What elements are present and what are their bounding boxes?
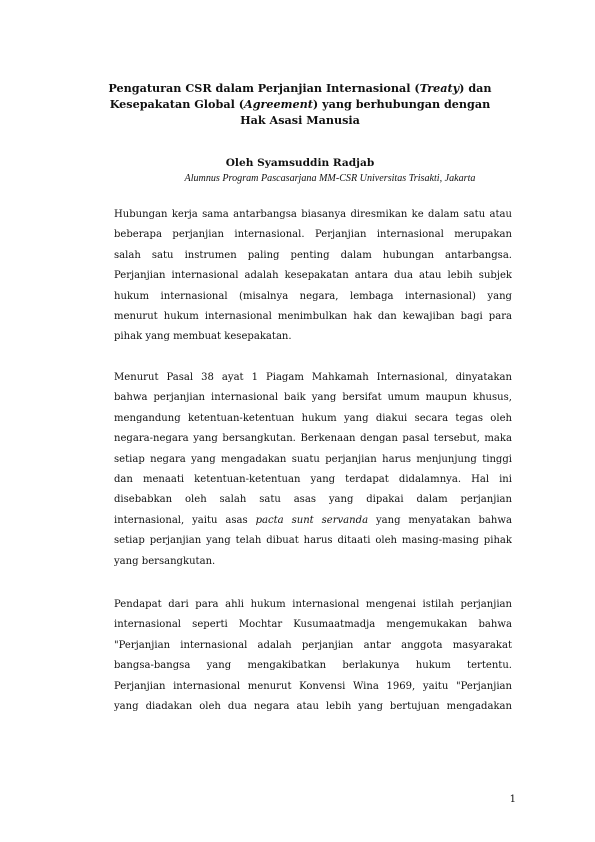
paragraph-line: "Perjanjian internasional adalah perjanjian antar anggota masyarakat: [114, 639, 512, 651]
paragraph-line: beberapa perjanjian internasional. Perjanjian internasional merupakan: [114, 229, 512, 241]
paragraph-line: dan menaati ketentuan-ketentuan yang terdapat didalamnya. Hal ini: [114, 473, 512, 485]
paragraph-3: [114, 595, 512, 717]
paragraph-line: Hubungan kerja sama antarbangsa biasanya diresmikan ke dalam satu atau: [114, 209, 512, 220]
paragraph-line: negara-negara yang bersangkutan. Berkenaan dengan pasal tersebut, maka: [114, 433, 512, 445]
title-line-3-text: Hak Asasi Manusia: [240, 113, 360, 127]
paragraph-line: hukum internasional (misalnya negara, lembaga internasional) yang: [114, 290, 512, 302]
title-line-1-text: Pengaturan CSR dalam Perjanjian Internasional (: [108, 81, 420, 95]
paragraph-line: Menurut Pasal 38 ayat 1 Piagam Mahkamah Internasional, dinyatakan: [114, 372, 512, 383]
paragraph-line: disebabkan oleh salah satu asas yang dipakai dalam perjanjian: [114, 494, 512, 506]
page-number: 1: [509, 794, 516, 805]
title-line-2-tail: ) yang berhubungan dengan: [312, 97, 491, 111]
paragraph-line: bahwa perjanjian internasional baik yang bersifat umum maupun khusus,: [114, 392, 512, 404]
paragraph-line: yang diadakan oleh dua negara atau lebih yang bertujuan mengadakan: [114, 700, 512, 712]
paragraph-line: yang bersangkutan.: [114, 555, 216, 567]
paragraph-line: menurut hukum internasional menimbulkan hak dan kewajiban bagi para: [114, 310, 512, 322]
paragraph-line: salah satu instrumen paling penting dalam hubungan antarbangsa.: [114, 249, 512, 261]
paragraph-1: [114, 205, 512, 348]
paragraph-line: setiap perjanjian yang telah dibuat harus ditaati oleh masing-masing pihak: [114, 535, 512, 547]
title-line-1-tail: ) dan: [459, 81, 492, 95]
paragraph-line: setiap negara yang mengadakan suatu perjanjian harus menjunjung tinggi: [114, 453, 512, 465]
paragraph-2: [114, 368, 512, 572]
title-line-3: [60, 112, 540, 128]
paragraph-line-mixed: [114, 511, 512, 531]
mixed-line-before: internasional, yaitu asas: [114, 514, 256, 526]
document-title: [60, 80, 540, 128]
paragraph-line: Perjanjian internasional adalah kesepakatan antara dua atau lebih subjek: [114, 270, 512, 282]
title-line-1: [60, 80, 540, 96]
author-name: Oleh Syamsuddin Radjab: [225, 157, 375, 169]
author-affiliation: Alumnus Program Pascasarjana MM-CSR Universitas Trisakti, Jakarta: [184, 173, 476, 184]
paragraph-line: Pendapat dari para ahli hukum internasional mengenai istilah perjanjian: [114, 599, 512, 610]
paragraph-line: mengandung ketentuan-ketentuan hukum yang diakui secara tegas oleh: [114, 412, 512, 424]
paragraph-line: Perjanjian internasional menurut Konvensi Wina 1969, yaitu "Perjanjian: [114, 680, 512, 692]
paragraph-line: internasional seperti Mochtar Kusumaatmadja mengemukakan bahwa: [114, 619, 512, 631]
title-line-2-italic: Agreement: [244, 97, 313, 111]
paragraph-line: pihak yang membuat kesepakatan.: [114, 331, 292, 343]
title-line-1-italic: Treaty: [419, 81, 460, 95]
title-line-2: [60, 96, 540, 112]
title-line-2-text: Kesepakatan Global (: [109, 97, 245, 111]
latin-term: pacta sunt servanda: [255, 514, 369, 526]
paragraph-line: bangsa-bangsa yang mengakibatkan berlakunya hukum tertentu.: [114, 660, 512, 672]
mixed-line-after: yang menyatakan bahwa: [368, 514, 512, 526]
